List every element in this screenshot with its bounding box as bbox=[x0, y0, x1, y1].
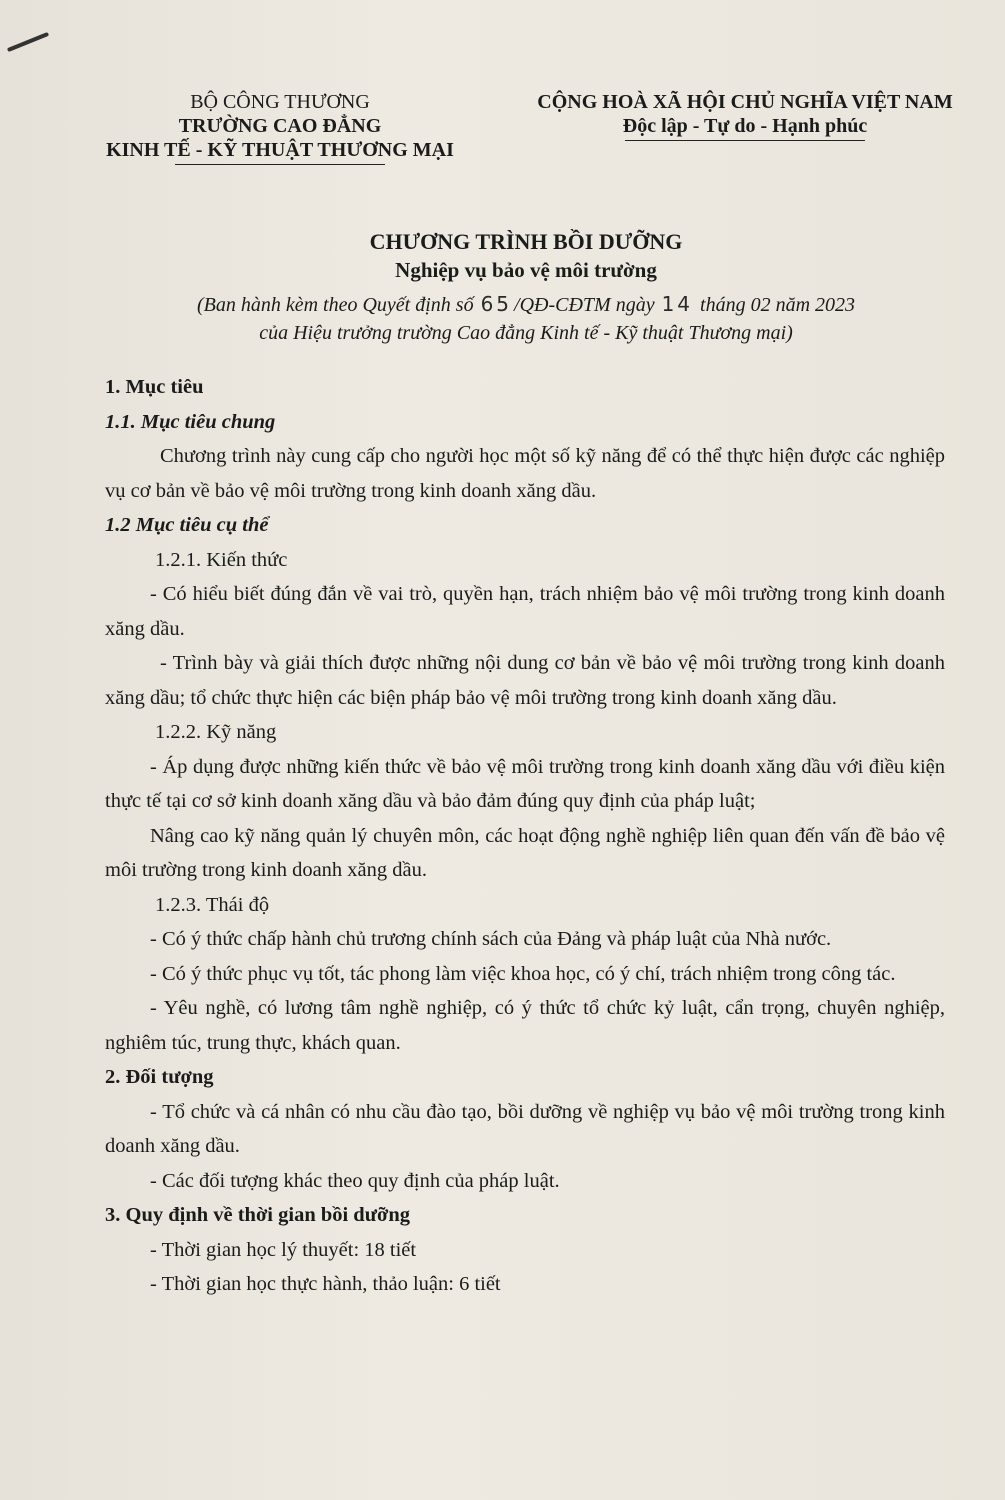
decision-number: 65 bbox=[480, 292, 513, 316]
section-heading: 1. Mục tiêu bbox=[105, 376, 204, 398]
issuance-line2: của Hiệu trưởng trường Cao đẳng Kinh tế - Kỹ thuật Thương mại) bbox=[259, 322, 793, 344]
national-header bbox=[515, 90, 975, 141]
school-name-line2: KINH TẾ - KỸ THUẬT THƯƠNG MẠI bbox=[106, 139, 454, 161]
document-title: CHƯƠNG TRÌNH BỒI DƯỠNG bbox=[369, 229, 683, 254]
paragraph: - Tổ chức và cá nhân có nhu cầu đào tạo, bồi dưỡng về nghiệp vụ bảo vệ môi trường trong kinh doanh xăng dầu. bbox=[105, 1100, 945, 1157]
paragraph: - Trình bày và giải thích được những nội dung cơ bản về bảo vệ môi trường trong kinh doanh xăng dầu; tổ chức thực hiện các biện pháp bảo vệ môi trường trong kinh doanh xăng dầu. bbox=[105, 652, 945, 709]
issuance-prefix: (Ban hành kèm theo Quyết định số bbox=[196, 294, 474, 316]
issuance-note bbox=[0, 290, 1005, 347]
subsection-heading: 1.2 Mục tiêu cụ thể bbox=[105, 514, 269, 536]
section-heading: 2. Đối tượng bbox=[105, 1066, 214, 1088]
paragraph: - Có hiểu biết đúng đắn về vai trò, quyền hạn, trách nhiệm bảo vệ môi trường trong kinh doanh xăng dầu. bbox=[105, 583, 945, 640]
decision-date-rest: tháng 02 năm 2023 bbox=[700, 294, 856, 316]
issuer-underline bbox=[175, 164, 385, 165]
national-motto: Độc lập - Tự do - Hạnh phúc bbox=[622, 115, 868, 137]
ministry-name: BỘ CÔNG THƯƠNG bbox=[190, 91, 370, 113]
paragraph: - Có ý thức chấp hành chủ trương chính sách của Đảng và pháp luật của Nhà nước. bbox=[150, 928, 832, 950]
paragraph: - Áp dụng được những kiến thức về bảo vệ môi trường trong kinh doanh xăng dầu với điều kiện thực tế tại cơ sở kinh doanh xăng dầu và bảo đảm đúng quy định của pháp luật; bbox=[105, 755, 945, 812]
document-subtitle: Nghiệp vụ bảo vệ môi trường bbox=[395, 258, 657, 282]
motto-underline bbox=[625, 140, 865, 141]
pen-mark bbox=[7, 32, 49, 52]
school-name-line1: TRƯỜNG CAO ĐẲNG bbox=[178, 115, 382, 137]
decision-day: 14 bbox=[661, 292, 694, 316]
section-heading: 3. Quy định về thời gian bồi dưỡng bbox=[105, 1204, 411, 1226]
paragraph: - Thời gian học lý thuyết: 18 tiết bbox=[150, 1238, 417, 1261]
subsubsection-heading: 1.2.2. Kỹ năng bbox=[155, 721, 277, 743]
paragraph: Nâng cao kỹ năng quản lý chuyên môn, các hoạt động nghề nghiệp liên quan đến vấn đề bảo vệ môi trường trong kinh doanh xăng dầu. bbox=[105, 824, 945, 881]
subsubsection-heading: 1.2.1. Kiến thức bbox=[155, 548, 288, 571]
issuer-header bbox=[90, 90, 470, 165]
paragraph: Chương trình này cung cấp cho người học một số kỹ năng để có thể thực hiện được các nghiệp vụ cơ bản về bảo vệ môi trường trong kinh doanh xăng dầu. bbox=[105, 445, 945, 502]
subsection-heading: 1.1. Mục tiêu chung bbox=[105, 410, 276, 433]
document-body bbox=[105, 370, 945, 1302]
issuance-line1 bbox=[0, 290, 1005, 319]
paragraph: - Yêu nghề, có lương tâm nghề nghiệp, có ý thức tổ chức kỷ luật, cẩn trọng, chuyên nghiệp, nghiêm túc, trung thực, khách quan. bbox=[105, 997, 945, 1054]
paragraph: - Các đối tượng khác theo quy định của pháp luật. bbox=[150, 1169, 560, 1192]
subsubsection-heading: 1.2.3. Thái độ bbox=[155, 893, 270, 916]
paragraph: - Có ý thức phục vụ tốt, tác phong làm việc khoa học, có ý chí, trách nhiệm trong công tác. bbox=[150, 962, 896, 985]
country-name: CỘNG HOÀ XÃ HỘI CHỦ NGHĨA VIỆT NAM bbox=[537, 91, 953, 113]
paragraph: - Thời gian học thực hành, thảo luận: 6 tiết bbox=[150, 1273, 501, 1295]
decision-suffix: /QĐ-CĐTM ngày bbox=[514, 294, 655, 316]
